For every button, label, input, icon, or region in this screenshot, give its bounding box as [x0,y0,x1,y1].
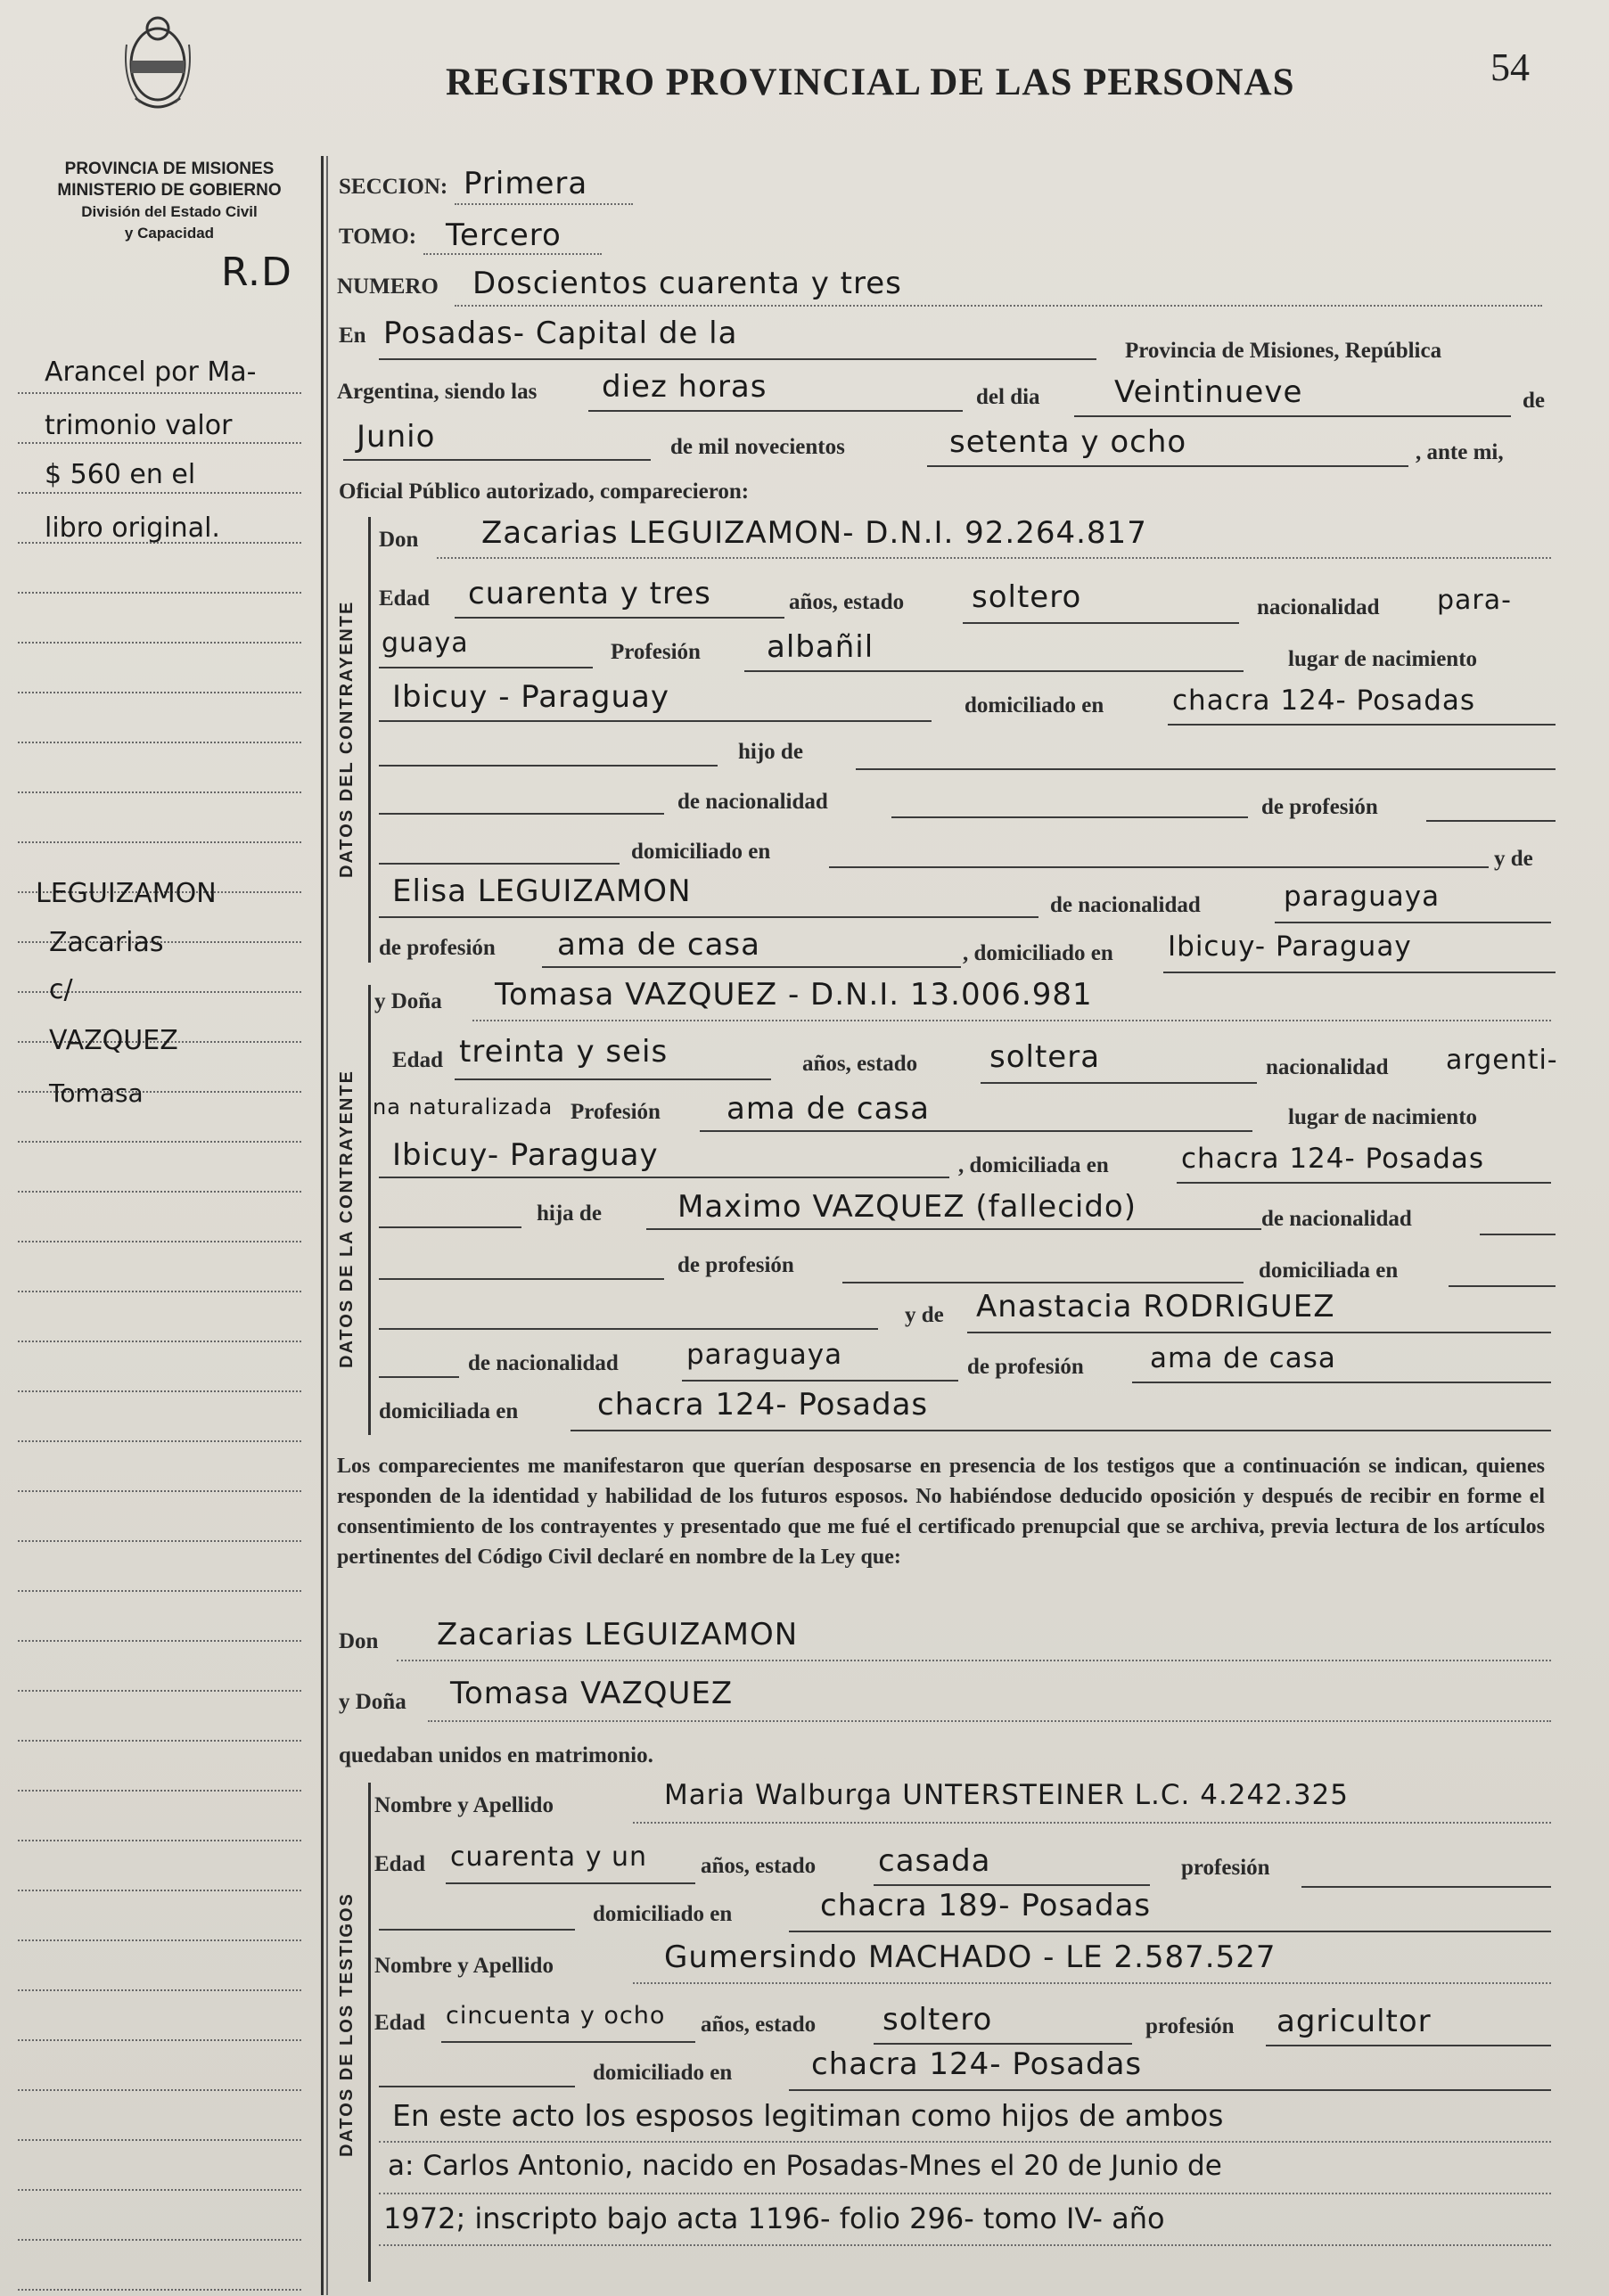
line-nota2 [379,2193,1551,2194]
value-nota2: a: Carlos Antonio, nacido en Posadas-Mnes el 20 de Junio de [388,2150,1222,2182]
line-padre-novia-prof-a [379,1278,664,1280]
value-novia-madre-nac: paraguaya [686,1339,843,1371]
value-novia-domicilio: chacra 124- Posadas [1181,1143,1485,1175]
margin-guide-line [18,742,301,743]
line-hora [588,410,963,412]
label-t1-dom: domiciliado en [593,1902,733,1926]
line-padre-novia-dom [1449,1285,1556,1287]
label-hija-de: hija de [537,1201,602,1226]
margin-guide-line [18,2189,301,2191]
margin-note-3: $ 560 en el [45,459,196,490]
margin-guide-line [18,1939,301,1941]
line-novia-estado [981,1082,1257,1084]
margin-guide-line [18,1690,301,1692]
value-anio: setenta y ocho [949,424,1187,460]
value-novia-madre-prof: ama de casa [1150,1342,1336,1374]
value-novia-nac-b: na naturalizada [373,1095,554,1119]
value-novio-lugar-nac: Ibicuy - Paraguay [392,679,670,715]
label-mil: de mil novecientos [670,435,845,459]
testigos-bracket [368,1783,371,2282]
label-t1-nombre: Nombre y Apellido [374,1793,554,1817]
value-nota1: En este acto los esposos legitiman como hijos de ambos [392,2098,1224,2133]
line-t1-dom-b [789,1931,1551,1932]
label-nac-novio: nacionalidad [1257,595,1380,619]
margin-guide-line [18,692,301,693]
label-padre-prof: de profesión [1261,795,1378,819]
line-t2-profesion [1266,2045,1551,2046]
line-madre-novia-b [967,1332,1551,1333]
line-padre-dom-b [829,866,1489,868]
label-t1-edad: Edad [374,1852,425,1876]
label-en: En [339,324,366,348]
label-padre-novia-nac: de nacionalidad [1261,1207,1412,1231]
value-t2-estado: soltero [882,2002,993,2038]
margin-note-2: trimonio valor [45,410,233,441]
page-number: 54 [1490,45,1530,89]
margin-guide-line [18,1540,301,1542]
value-novia-edad: treinta y seis [459,1034,669,1070]
line-t2-edad [441,2041,695,2043]
line-tomo [423,253,602,255]
margin-guide-line [18,2089,301,2091]
label-padre-dom: domiciliado en [631,840,771,864]
margin-guide-line [18,1490,301,1492]
line-dona [472,1020,1551,1021]
side-label-testigos: DATOS DE LOS TESTIGOS [337,1892,357,2157]
label-ante-mi: , ante mi, [1416,440,1504,464]
line-padre-novia-prof-b [842,1282,1244,1283]
margin-guide-line [18,442,301,444]
line-novia-lugar [379,1177,949,1178]
line-novio-lugar [379,720,932,722]
ministry-line1: PROVINCIA DE MISIONES [64,160,275,178]
line-novio-padre-b [856,768,1556,770]
value-mes: Junio [357,419,436,455]
line-padre-prof [1426,820,1556,822]
label-madre-prof: de profesión [379,936,496,960]
value-t1-domicilio: chacra 189- Posadas [820,1888,1152,1923]
line-novio-padre-a [379,765,718,767]
line-padre-dom-a [379,863,620,865]
label-padre-nac: de nacionalidad [677,790,828,814]
value-novio-profesion: albañil [767,629,874,665]
label-t2-profesion: profesión [1145,2014,1235,2038]
label-anios-estado-novio: años, estado [789,590,905,614]
label-oficial: Oficial Público autorizado, comparecieron: [339,480,750,504]
value-novio-madre-nac: paraguaya [1284,881,1441,913]
ministry-initials: R.D [221,250,292,295]
label-madre-dom: , domiciliado en [963,941,1113,965]
margin-guide-line [18,2039,301,2041]
value-novia-madre-dom: chacra 124- Posadas [597,1387,929,1423]
label-padre-novia-prof: de profesión [677,1253,794,1277]
line-padre-nac-b [891,816,1248,818]
line-don [437,557,1551,559]
label-y-de: y de [1494,847,1533,871]
margin-divider [321,156,324,2295]
margin-divider-2 [326,156,328,2295]
label-seccion: SECCION: [339,175,448,199]
label-lugar-nac-novio: lugar de nacimiento [1288,647,1478,671]
label-tomo: TOMO: [339,225,417,249]
line-mes [343,459,651,461]
ministry-line2: MINISTERIO DE GOBIERNO [57,181,282,200]
margin-guide-line [18,1890,301,1891]
declaration-paragraph: Los comparecientes me manifestaron que querían desposarse en presencia de los testigos que a continuación se indican, quienes responden de la identidad y habilidad de los futuros esposos. No habiéndose deducido oposición y después de recibir en forme el consentimiento de los contrayentes y presentado que me fué el certificado prenupcial que se archiva, previa lectura de los artículos pertinentes del Código Civil declaré en nombre de la Ley que: [337,1455,1545,1569]
value-t2-edad: cincuenta y ocho [446,2002,666,2030]
label-argentina: Argentina, siendo las [337,380,538,404]
line-decl-dona [428,1720,1551,1722]
label-decl-don: Don [339,1629,379,1653]
value-hora: diez horas [602,369,768,405]
margin-guide-line [18,592,301,594]
line-novia-prof [700,1130,1252,1132]
line-novia-edad [455,1078,771,1080]
line-madre-novia-nac-a [379,1376,459,1378]
value-nota3: 1972; inscripto bajo acta 1196- folio 296- tomo IV- año [383,2202,1165,2235]
label-anios-estado-novia: años, estado [802,1052,918,1076]
value-novia-padre: Maximo VAZQUEZ (fallecido) [677,1189,1137,1225]
line-anio [927,465,1408,467]
label-y-de-novia: y de [905,1303,944,1327]
margin-guide-line [18,1790,301,1792]
value-t2-profesion: agricultor [1277,2004,1432,2039]
margin-conj: c/ [49,974,73,1005]
value-novia-lugar-nac: Ibicuy- Paraguay [392,1137,659,1173]
margin-guide-line [18,492,301,494]
label-t1-profesion: profesión [1181,1856,1270,1880]
line-t1-estado [874,1884,1150,1886]
coat-of-arms-icon [118,9,198,116]
margin-guide-line [18,2239,301,2241]
label-decl-dona: y Doña [339,1690,406,1714]
value-t2-nombre: Gumersindo MACHADO - LE 2.587.527 [664,1939,1277,1975]
line-decl-don [397,1660,1551,1661]
value-novia-madre: Anastacia RODRIGUEZ [976,1289,1335,1324]
line-padre-novia [646,1228,1261,1230]
value-novio-madre-prof: ama de casa [557,927,760,963]
line-en [379,358,1096,360]
margin-surname-b: VAZQUEZ [49,1025,178,1056]
margin-name-a: Zacarias [49,927,164,958]
label-madre-nac: de nacionalidad [1050,893,1201,917]
document-title: REGISTRO PROVINCIAL DE LAS PERSONAS [446,62,1295,103]
line-novio-nac-b [379,667,593,668]
margin-guide-line [18,392,301,394]
value-t1-estado: casada [878,1843,991,1879]
value-seccion: Primera [464,166,588,201]
label-domicilio-novio: domiciliado en [965,693,1104,718]
line-t1-edad [446,1882,695,1884]
line-t2-estado [874,2043,1132,2045]
label-quedaban: quedaban unidos en matrimonio. [339,1743,653,1767]
label-t2-nombre: Nombre y Apellido [374,1954,554,1978]
line-madre [379,916,1038,918]
margin-guide-line [18,642,301,644]
value-novia-estado: soltera [989,1039,1101,1075]
line-seccion [455,203,633,205]
line-t2-dom-b [789,2089,1551,2091]
label-t2-dom: domiciliado en [593,2061,733,2085]
contrayente-bracket [368,517,371,963]
value-novio-nac-b: guaya [382,627,469,659]
label-t1-anios-estado: años, estado [701,1854,817,1878]
side-label-contrayente: DATOS DEL CONTRAYENTE [337,600,357,878]
margin-guide-line [18,1241,301,1242]
value-novio-nac-a: para- [1437,585,1512,616]
line-madre-nac [1275,922,1551,923]
line-dia [1074,415,1511,417]
label-t2-edad: Edad [374,2011,425,2035]
line-madre-novia-nac [682,1380,958,1382]
line-t1-profesion [1301,1886,1551,1888]
label-madre-novia-dom: domiciliada en [379,1399,519,1423]
value-tomo: Tercero [446,217,562,253]
label-hijo-de: hijo de [738,740,803,764]
line-t2-dom-a [379,2086,575,2087]
margin-guide-line [18,1440,301,1442]
ministry-line3: División del Estado Civil [81,203,258,220]
line-t2-nombre [633,1982,1551,1984]
value-lugar: Posadas- Capital de la [383,316,738,351]
line-novio-prof [744,670,1244,672]
label-madre-novia-prof: de profesión [967,1355,1084,1379]
line-hija-a [379,1226,521,1228]
value-novia-nac-a: argenti- [1446,1045,1558,1076]
label-padre-novia-dom: domiciliada en [1259,1259,1399,1283]
label-del-dia: del dia [976,385,1040,409]
margin-guide-line [18,841,301,843]
value-novia-profesion: ama de casa [727,1091,930,1127]
margin-note-4: libro original. [45,512,220,544]
contrayenta-bracket [368,985,371,1435]
value-novio-edad: cuarenta y tres [468,576,711,611]
margin-guide-line [18,1640,301,1642]
label-madre-novia-nac: de nacionalidad [468,1351,619,1375]
margin-guide-line [18,1840,301,1841]
value-t1-edad: cuarenta y un [450,1841,648,1873]
line-padre-nac-a [379,813,664,815]
label-edad-novia: Edad [392,1048,443,1072]
value-novio-madre-dom: Ibicuy- Paraguay [1168,931,1412,963]
label-don: Don [379,528,419,552]
ministry-block [27,159,312,244]
label-de: de [1523,389,1545,413]
margin-guide-line [18,1390,301,1392]
value-dia: Veintinueve [1114,374,1303,410]
value-t1-nombre: Maria Walburga UNTERSTEINER L.C. 4.242.325 [664,1779,1349,1811]
margin-guide-line [18,2289,301,2291]
margin-guide-line [18,1740,301,1742]
line-madre-novia-a [379,1328,878,1330]
line-numero [455,305,1542,307]
label-provincia: Provincia de Misiones, República [1125,339,1442,363]
label-y-dona: y Doña [374,989,442,1013]
label-numero: NUMERO [337,275,439,299]
margin-note-1: Arancel por Ma- [45,357,257,388]
margin-name-b: Tomasa [49,1078,144,1108]
margin-surname-a: LEGUIZAMON [36,878,217,909]
margin-guide-line [18,1141,301,1143]
line-novio-dom [1168,724,1556,726]
margin-guide-line [18,791,301,793]
margin-guide-line [18,1590,301,1592]
value-numero: Doscientos cuarenta y tres [472,266,902,301]
side-label-contrayenta: DATOS DE LA CONTRAYENTE [337,1070,357,1368]
line-novio-edad [455,617,784,619]
label-profesion-novia: Profesión [571,1100,661,1124]
margin-guide-line [18,1191,301,1193]
line-madre-novia-prof [1132,1382,1551,1383]
margin-guide-line [18,2139,301,2141]
line-novia-dom [1177,1182,1551,1184]
value-decl-dona: Tomasa VAZQUEZ [450,1676,734,1711]
value-t2-domicilio: chacra 124- Posadas [811,2046,1143,2082]
line-madre-prof [542,966,961,968]
line-madre-dom [1163,972,1556,973]
line-t1-dom-a [379,1929,575,1931]
label-t2-anios-estado: años, estado [701,2013,817,2037]
margin-guide-line [18,1291,301,1292]
line-t1-nombre [633,1822,1551,1824]
line-nota3 [379,2244,1551,2246]
label-profesion-novio: Profesión [611,640,701,664]
value-novio-estado: soltero [972,579,1082,615]
value-decl-don: Zacarias LEGUIZAMON [437,1617,799,1652]
line-nota1 [379,2141,1551,2143]
label-domicilio-novia: , domiciliada en [958,1153,1109,1177]
margin-guide-line [18,1989,301,1991]
label-nac-novia: nacionalidad [1266,1055,1389,1079]
value-novio-nombre: Zacarias LEGUIZAMON- D.N.I. 92.264.817 [481,515,1147,551]
label-lugar-nac-novia: lugar de nacimiento [1288,1105,1478,1129]
value-novio-madre: Elisa LEGUIZAMON [392,873,692,909]
line-novio-estado [963,622,1239,624]
value-novio-domicilio: chacra 124- Posadas [1172,685,1476,717]
line-madre-novia-dom [571,1430,1551,1431]
label-edad-novio: Edad [379,586,430,611]
line-padre-novia-nac [1480,1234,1556,1235]
value-novia-nombre: Tomasa VAZQUEZ - D.N.I. 13.006.981 [495,977,1093,1013]
ministry-line4: y Capacidad [124,225,215,242]
margin-guide-line [18,1341,301,1342]
